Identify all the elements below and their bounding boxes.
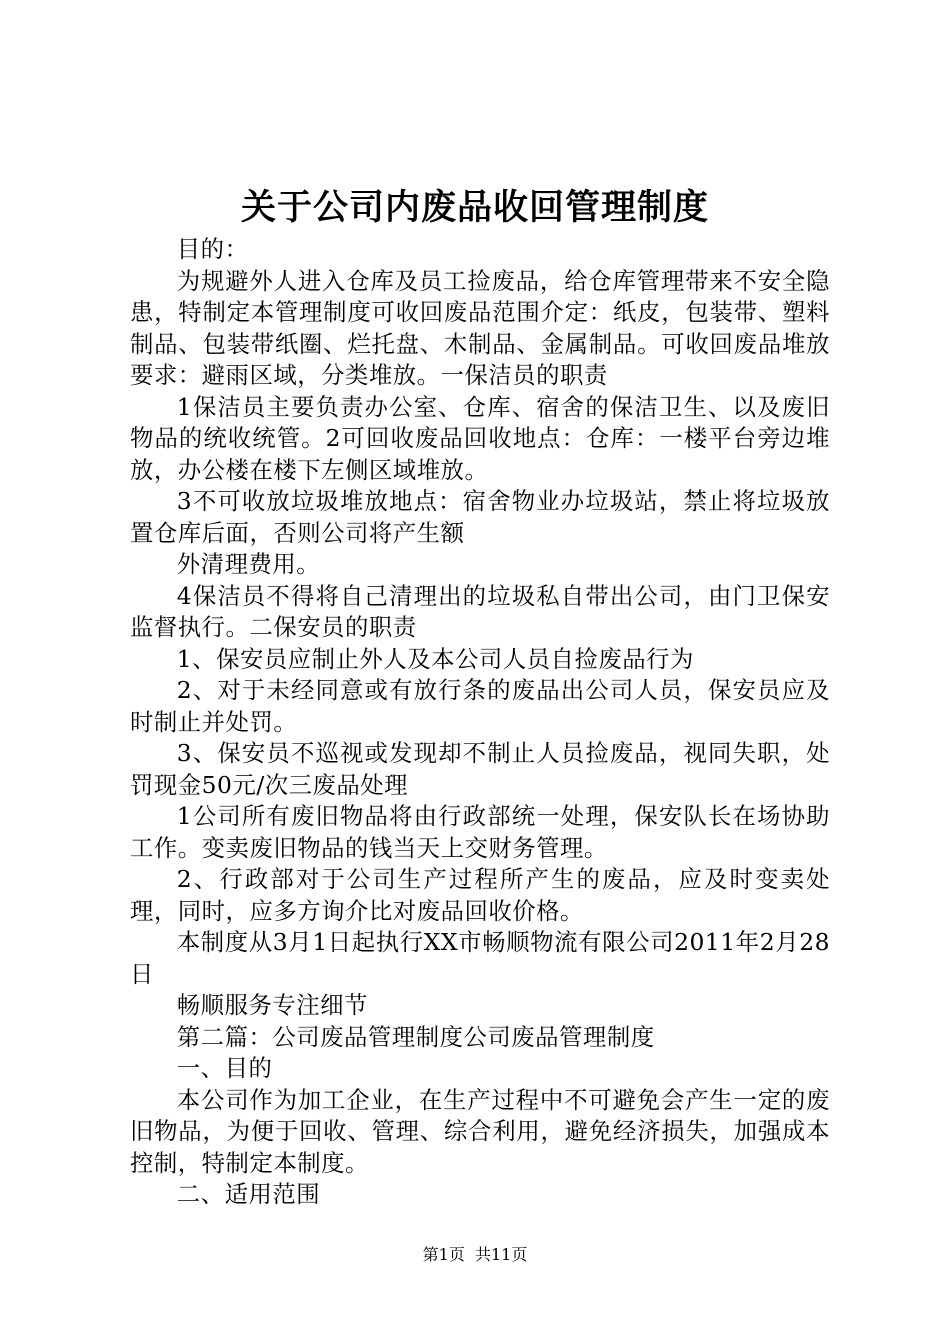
paragraph: 2、对于未经同意或有放行条的废品出公司人员，保安员应及时制止并处罚。 — [130, 676, 830, 736]
document-body — [130, 234, 830, 1211]
paragraph: 4保洁员不得将自己清理出的垃圾私自带出公司，由门卫保安监督执行。二保安员的职责 — [130, 581, 830, 641]
paragraph: 3不可收放垃圾堆放地点：宿舍物业办垃圾站，禁止将垃圾放置仓库后面，否则公司将产生额 — [130, 487, 830, 547]
page-number: 第1页 共11页 — [422, 1245, 528, 1264]
paragraph: 畅顺服务专注细节 — [176, 991, 368, 1019]
paragraph: 本公司作为加工企业，在生产过程中不可避免会产生一定的废旧物品，为便于回收、管理、综合利用，避免经济损失，加强成本控制，特制定本制度。 — [130, 1085, 830, 1177]
paragraph: 1公司所有废旧物品将由行政部统一处理，保安队长在场协助工作。变卖废旧物品的钱当天上交财务管理。 — [130, 802, 830, 862]
page-footer — [0, 1244, 950, 1266]
paragraph: 本制度从3月1日起执行XX市畅顺物流有限公司2011年2月28日 — [130, 928, 830, 988]
paragraph: 目的： — [176, 235, 249, 263]
paragraph: 1、保安员应制止外人及本公司人员自捡废品行为 — [176, 644, 694, 673]
paragraph: 外清理费用。 — [176, 550, 321, 578]
paragraph: 二、适用范围 — [176, 1180, 321, 1208]
document-title: 关于公司内废品收回管理制度 — [240, 188, 709, 228]
paragraph: 为规避外人进入仓库及员工捡废品，给仓库管理带来不安全隐患，特制定本管理制度可收回废品范围介定：纸皮，包装带、塑料制品、包装带纸圈、烂托盘、木制品、金属制品。可收回废品堆放要求：避雨区域，分类堆放。一保洁员的职责 — [130, 266, 830, 389]
paragraph: 1保洁员主要负责办公室、仓库、宿舍的保洁卫生、以及废旧物品的统收统管。2可回收废品回收地点：仓库：一楼平台旁边堆放，办公楼在楼下左侧区域堆放。 — [130, 392, 830, 484]
paragraph: 2、行政部对于公司生产过程所产生的废品，应及时变卖处理，同时，应多方询介比对废品回收价格。 — [130, 865, 830, 925]
paragraph: 3、保安员不巡视或发现却不制止人员捡废品，视同失职，处罚现金50元/次三废品处理 — [130, 739, 830, 799]
paragraph: 第二篇：公司废品管理制度公司废品管理制度 — [176, 1022, 655, 1051]
paragraph: 一、目的 — [176, 1054, 273, 1082]
